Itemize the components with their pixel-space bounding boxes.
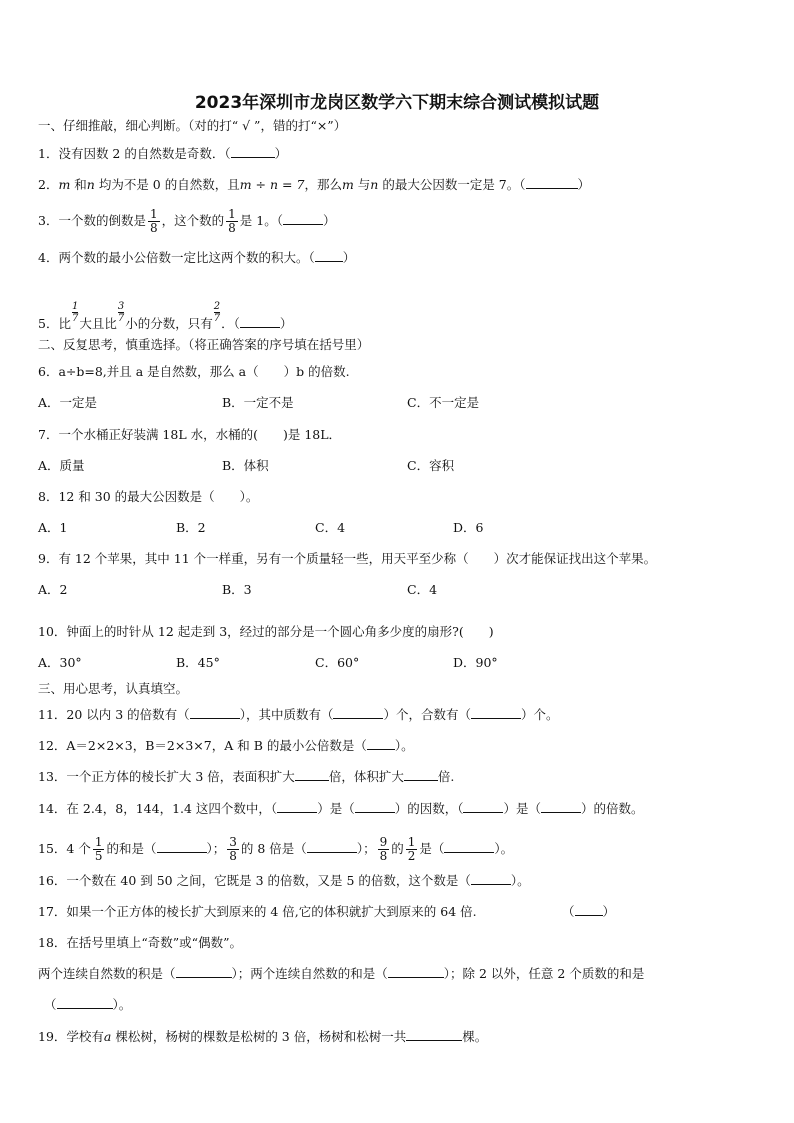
- fraction-denominator: 7: [117, 313, 125, 324]
- variable-m: m: [341, 177, 354, 192]
- paren-open: （: [224, 146, 231, 161]
- question-number: 2．: [38, 177, 59, 192]
- question-13: [38, 769, 454, 785]
- page-title: 2023年深圳市龙岗区数学六下期末综合测试模拟试题: [194, 93, 600, 113]
- answer-blank[interactable]: [444, 841, 494, 853]
- answer-blank[interactable]: [307, 841, 357, 853]
- question-15: [38, 836, 513, 863]
- fraction: [406, 836, 418, 863]
- question-17-answer: [562, 904, 615, 920]
- answer-blank[interactable]: [231, 146, 275, 158]
- option-d[interactable]: D．90°: [453, 655, 498, 670]
- fraction-denominator: 8: [149, 221, 158, 235]
- answer-blank[interactable]: [406, 1029, 462, 1041]
- paren-close: ）: [274, 146, 288, 161]
- question-text: 是 1。（: [239, 213, 283, 228]
- option-a[interactable]: A．2: [38, 582, 68, 597]
- paren-close: ）: [322, 213, 336, 228]
- fraction-numerator: 3: [117, 301, 125, 312]
- option-c[interactable]: C．容积: [407, 458, 455, 473]
- section-2-heading: 二、反复思考，慎重选择。（将正确答案的序号填在括号里）: [38, 337, 370, 352]
- question-text: 19．学校有: [38, 1029, 104, 1044]
- question-text: ）。: [394, 738, 414, 753]
- question-text: 的: [391, 841, 404, 856]
- option-c[interactable]: C．60°: [315, 655, 360, 670]
- question-10: 10．钟面上的时针从 12 起走到 3，经过的部分是一个圆心角多少度的扇形?( ): [38, 624, 494, 639]
- answer-blank[interactable]: [526, 177, 578, 189]
- answer-blank[interactable]: [277, 801, 317, 813]
- fraction: [148, 208, 160, 235]
- option-c[interactable]: C．不一定是: [407, 395, 480, 410]
- question-text: 3．一个数的倒数是: [38, 213, 146, 228]
- answer-blank[interactable]: [283, 213, 323, 225]
- question-text: ）是（: [503, 801, 541, 816]
- question-16: [38, 873, 530, 889]
- fraction-numerator: 1: [149, 207, 158, 221]
- fraction: [214, 301, 220, 324]
- fraction-denominator: 8: [229, 849, 237, 863]
- question-text: ）的倍数。: [580, 801, 644, 816]
- question-text: 的最大公因数一定是 7。（: [378, 177, 526, 192]
- answer-blank[interactable]: [315, 250, 343, 262]
- answer-blank[interactable]: [541, 801, 581, 813]
- paren-close: ）: [602, 904, 616, 919]
- question-text: ）；两个连续自然数的和是（: [231, 966, 388, 981]
- question-text: 17．如果一个正方体的棱长扩大到原来的 4 倍,它的体积就扩大到原来的 64 倍.: [38, 904, 477, 919]
- fraction-denominator: 8: [379, 849, 388, 863]
- variable-a: a: [103, 1029, 112, 1044]
- variable-m: m: [58, 177, 71, 192]
- answer-blank[interactable]: [471, 873, 511, 885]
- option-b[interactable]: B．45°: [176, 655, 220, 670]
- paren-close: ）。: [112, 997, 132, 1012]
- option-a[interactable]: A．一定是: [38, 395, 98, 410]
- question-text: 12．A＝2×2×3，B＝2×3×7，A 和 B 的最小公倍数是（: [38, 738, 367, 753]
- question-text: ）的因数，（: [394, 801, 464, 816]
- question-7: 7．一个水桶正好装满 18L 水，水桶的( )是 18L．: [38, 427, 342, 442]
- question-text: 是（: [419, 841, 445, 856]
- question-18-body: [38, 966, 644, 982]
- fraction: [226, 208, 238, 235]
- answer-blank[interactable]: [157, 841, 207, 853]
- fraction-numerator: 1: [94, 835, 103, 849]
- question-9: 9．有 12 个苹果，其中 11 个一样重，另有一个质量轻一些，用天平至少称（ ）次才能保证找出这个苹果。: [38, 551, 657, 566]
- question-text: 4．两个数的最小公倍数一定比这两个数的积大。（: [38, 250, 315, 265]
- equation: m ÷ n = 7: [239, 177, 305, 192]
- question-5: [38, 301, 293, 332]
- question-11: [38, 707, 558, 723]
- question-text: 15．4 个: [38, 841, 91, 856]
- fraction: [72, 301, 78, 324]
- fraction-denominator: 5: [94, 849, 103, 863]
- question-text: ）；: [206, 841, 226, 856]
- section-1-heading: 一、仔细推敲，细心判断。（对的打“ √ ”，错的打“×”）: [38, 118, 347, 133]
- question-12: [38, 738, 414, 754]
- option-b[interactable]: B．体积: [222, 458, 269, 473]
- option-b[interactable]: B．2: [176, 520, 206, 535]
- option-a[interactable]: A．质量: [38, 458, 85, 473]
- option-c[interactable]: C．4: [407, 582, 438, 597]
- fraction-denominator: 7: [213, 313, 221, 324]
- question-text: 棵。: [462, 1029, 488, 1044]
- fraction-denominator: 7: [71, 313, 79, 324]
- question-text: ），其中质数有（: [239, 707, 334, 722]
- question-1: [38, 146, 287, 162]
- answer-blank[interactable]: [367, 738, 395, 750]
- option-b[interactable]: B．一定不是: [222, 395, 294, 410]
- paren-open: （: [562, 904, 575, 919]
- answer-blank[interactable]: [333, 707, 383, 719]
- question-text: 大且比: [79, 316, 117, 331]
- question-text: 均为不是 0 的自然数，且: [94, 177, 240, 192]
- fraction-numerator: 2: [213, 301, 221, 312]
- question-18: 18．在括号里填上“奇数”或“偶数”。: [38, 935, 242, 950]
- question-text: 11．20 以内 3 的倍数有（: [38, 707, 190, 722]
- question-text: ）。: [494, 841, 514, 856]
- option-a[interactable]: A．30°: [38, 655, 82, 670]
- answer-blank[interactable]: [575, 904, 603, 916]
- question-18-continued: [44, 997, 131, 1013]
- option-c[interactable]: C．4: [315, 520, 346, 535]
- question-14: [38, 801, 644, 817]
- question-text: ）个。: [520, 707, 559, 722]
- question-text: ）个，合数有（: [383, 707, 471, 722]
- answer-blank[interactable]: [463, 801, 503, 813]
- option-d[interactable]: D．6: [453, 520, 484, 535]
- question-text: 小的分数，只有: [125, 316, 213, 331]
- question-text: 倍.: [437, 769, 455, 784]
- fraction-numerator: 1: [71, 301, 79, 312]
- question-text: ，那么: [304, 177, 342, 192]
- question-1-text: 1．没有因数 2 的自然数是奇数．: [38, 146, 225, 161]
- question-17: [38, 904, 477, 920]
- question-text: 的 8 倍是（: [240, 841, 307, 856]
- fraction-numerator: 1: [228, 207, 236, 221]
- fraction: [93, 836, 105, 863]
- variable-n: n: [86, 177, 95, 192]
- question-text: 与: [353, 177, 371, 192]
- answer-blank[interactable]: [176, 966, 232, 978]
- option-b[interactable]: B．3: [222, 582, 252, 597]
- question-19: [38, 1029, 487, 1045]
- question-text: ，这个数的: [161, 213, 225, 228]
- question-text: 14．在 2.4，8，144，1.4 这四个数中，（: [38, 801, 278, 816]
- fraction: [118, 301, 124, 324]
- answer-blank[interactable]: [404, 769, 438, 781]
- answer-blank[interactable]: [388, 966, 444, 978]
- paren-close: ）: [577, 177, 591, 192]
- section-3-heading: 三、用心思考，认真填空。: [38, 681, 189, 696]
- question-text: 16．一个数在 40 到 50 之间，它既是 3 的倍数，又是 5 的倍数，这个数是（: [38, 873, 471, 888]
- paren-close: ）: [279, 316, 293, 331]
- answer-blank[interactable]: [471, 707, 521, 719]
- question-text: ）；: [356, 841, 376, 856]
- answer-blank[interactable]: [240, 316, 280, 328]
- question-2: [38, 177, 590, 193]
- question-text: ）是（: [317, 801, 355, 816]
- question-text: 和: [70, 177, 87, 192]
- question-text: 13．一个正方体的棱长扩大 3 倍，表面积扩大: [38, 769, 295, 784]
- fraction: [378, 836, 390, 863]
- question-3: [38, 208, 335, 235]
- question-text: 倍，体积扩大: [328, 769, 404, 784]
- question-text: 两个连续自然数的积是（: [38, 966, 176, 981]
- question-6: 6．a÷b=8,并且 a 是自然数，那么 a（ ）b 的倍数.: [38, 364, 350, 379]
- answer-blank[interactable]: [355, 801, 395, 813]
- paren-open: （: [44, 997, 57, 1012]
- option-a[interactable]: A．1: [38, 520, 68, 535]
- fraction-numerator: 1: [407, 835, 416, 849]
- answer-blank[interactable]: [190, 707, 240, 719]
- fraction: [227, 836, 239, 863]
- answer-blank[interactable]: [57, 997, 113, 1009]
- variable-n: n: [370, 177, 379, 192]
- question-text: ）；除 2 以外，任意 2 个质数的和是: [443, 966, 645, 981]
- question-text: 的和是（: [106, 841, 157, 856]
- question-4: [38, 250, 355, 266]
- question-text: ）。: [510, 873, 530, 888]
- fraction-denominator: 2: [407, 849, 416, 863]
- paren-close: ）: [342, 250, 356, 265]
- question-text: 棵松树，杨树的棵数是松树的 3 倍，杨树和松树一共: [111, 1029, 407, 1044]
- answer-blank[interactable]: [295, 769, 329, 781]
- fraction-numerator: 3: [229, 835, 237, 849]
- fraction-denominator: 8: [228, 221, 236, 235]
- fraction-numerator: 9: [379, 835, 388, 849]
- question-8: 8．12 和 30 的最大公因数是（ ）。: [38, 489, 259, 504]
- question-text: 5．比: [38, 316, 71, 331]
- question-text: ．（: [221, 316, 240, 331]
